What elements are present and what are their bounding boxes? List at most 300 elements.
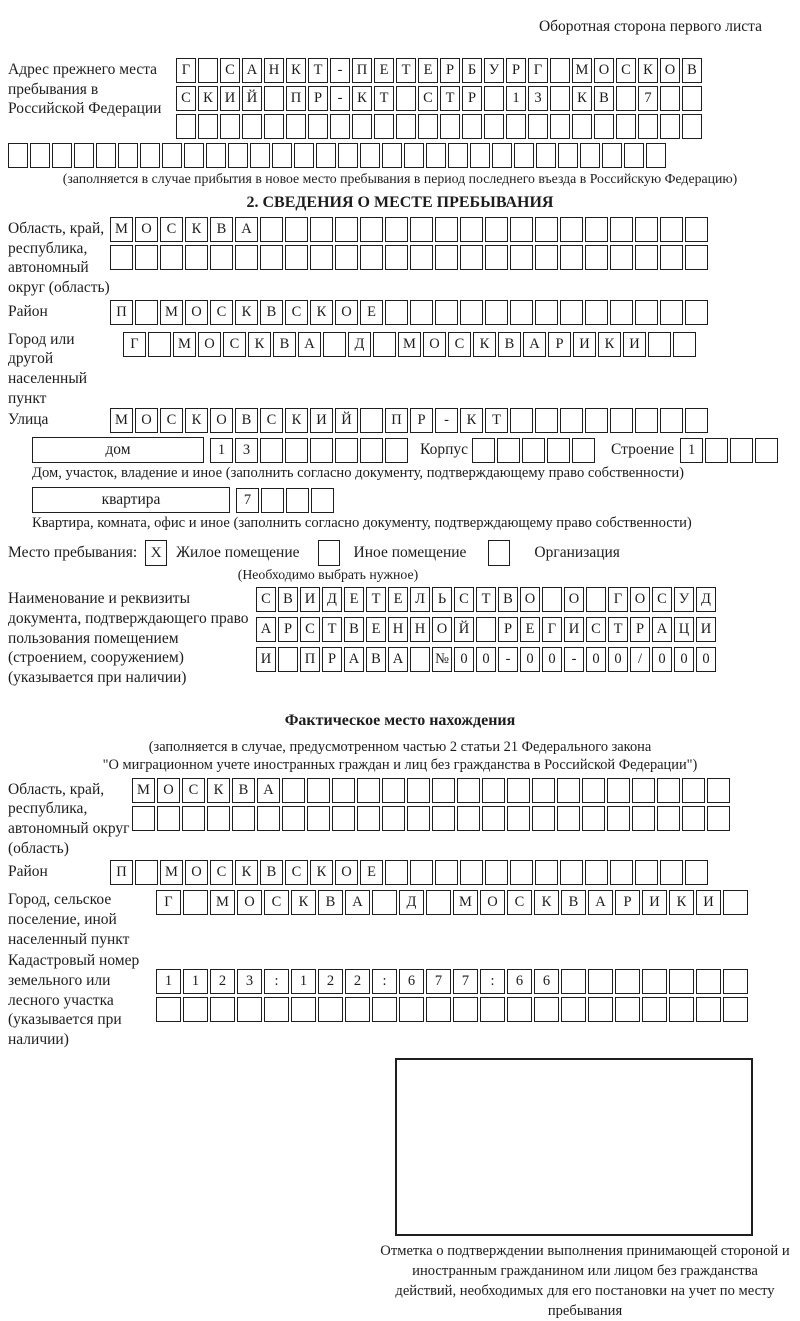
char-cell: П	[110, 300, 133, 325]
char-cell	[510, 860, 533, 885]
char-cell	[550, 86, 570, 111]
char-cell: 3	[237, 969, 262, 994]
char-cell	[610, 217, 633, 242]
char-cell: И	[256, 647, 276, 672]
char-cell: Е	[360, 860, 383, 885]
char-cell	[272, 143, 292, 168]
char-cell	[291, 997, 316, 1022]
char-cell: К	[235, 300, 258, 325]
char-cell: 1	[183, 969, 208, 994]
char-cell	[435, 300, 458, 325]
fact-kadastr-grid	[156, 949, 750, 1025]
char-cell	[536, 143, 556, 168]
char-cell: А	[388, 647, 408, 672]
char-cell: Е	[374, 58, 394, 83]
char-cell: П	[286, 86, 306, 111]
char-cell: М	[453, 890, 478, 915]
char-cell	[316, 143, 336, 168]
char-cell: А	[257, 778, 280, 803]
char-cell	[148, 332, 171, 357]
char-cell	[558, 143, 578, 168]
char-cell	[610, 408, 633, 433]
char-cell	[510, 245, 533, 270]
char-cell	[730, 438, 753, 463]
char-cell	[657, 806, 680, 831]
dom-note: Дом, участок, владение и иное (заполнить согласно документу, подтверждающему право собственности)	[32, 465, 685, 482]
char-cell: И	[696, 617, 716, 642]
char-cell: 1	[210, 438, 233, 463]
char-cell	[332, 778, 355, 803]
char-cell: О	[185, 860, 208, 885]
char-cell	[560, 408, 583, 433]
char-cell: П	[110, 860, 133, 885]
raion-row	[110, 300, 710, 325]
char-cell: С	[300, 617, 320, 642]
stay-option-other-label: Иное помещение	[353, 544, 467, 562]
char-cell: 2	[318, 969, 343, 994]
char-cell: М	[173, 332, 196, 357]
char-cell	[635, 408, 658, 433]
char-cell	[185, 245, 208, 270]
char-cell	[183, 997, 208, 1022]
char-cell: О	[185, 300, 208, 325]
char-cell	[534, 997, 559, 1022]
char-cell	[561, 997, 586, 1022]
char-cell: С	[448, 332, 471, 357]
doc-row-2	[256, 617, 718, 642]
char-cell: М	[160, 860, 183, 885]
fact-gorod-row	[156, 890, 750, 915]
char-cell	[30, 143, 50, 168]
char-cell	[557, 778, 580, 803]
char-cell	[682, 806, 705, 831]
korpus-row	[472, 438, 597, 463]
fact-oblast-row-1	[132, 778, 732, 803]
char-cell: В	[498, 587, 518, 612]
char-cell	[560, 245, 583, 270]
char-cell: Е	[344, 587, 364, 612]
char-cell: /	[630, 647, 650, 672]
char-cell	[485, 217, 508, 242]
char-cell	[472, 438, 495, 463]
char-cell: И	[310, 408, 333, 433]
stroenie-row	[680, 438, 780, 463]
stroenie-label: Строение	[611, 441, 675, 459]
char-cell	[586, 587, 606, 612]
char-cell	[286, 488, 309, 513]
char-cell: С	[210, 300, 233, 325]
char-cell: О	[135, 408, 158, 433]
char-cell: Р	[548, 332, 571, 357]
char-cell	[432, 806, 455, 831]
char-cell	[310, 217, 333, 242]
char-cell	[435, 217, 458, 242]
char-cell	[410, 217, 433, 242]
char-cell	[418, 114, 438, 139]
char-cell: С	[220, 58, 240, 83]
char-cell: Т	[396, 58, 416, 83]
char-cell	[372, 997, 397, 1022]
char-cell: К	[638, 58, 658, 83]
char-cell: Т	[308, 58, 328, 83]
char-cell: Л	[410, 587, 430, 612]
char-cell: Й	[242, 86, 262, 111]
char-cell	[396, 114, 416, 139]
char-cell	[318, 997, 343, 1022]
char-cell	[460, 245, 483, 270]
char-cell: И	[300, 587, 320, 612]
char-cell	[453, 997, 478, 1022]
oblast-row-1	[110, 217, 710, 242]
char-cell	[607, 806, 630, 831]
char-cell: В	[260, 300, 283, 325]
char-cell: -	[330, 86, 350, 111]
char-cell	[723, 969, 748, 994]
char-cell: Р	[498, 617, 518, 642]
char-cell	[206, 143, 226, 168]
char-cell	[404, 143, 424, 168]
char-cell: М	[572, 58, 592, 83]
char-cell	[535, 245, 558, 270]
char-cell: №	[432, 647, 452, 672]
char-cell: 0	[520, 647, 540, 672]
char-cell: С	[210, 860, 233, 885]
char-cell	[532, 806, 555, 831]
char-cell	[602, 143, 622, 168]
char-cell	[497, 438, 520, 463]
char-cell: К	[285, 408, 308, 433]
gorod-row	[123, 332, 698, 357]
char-cell	[507, 778, 530, 803]
char-cell	[582, 778, 605, 803]
page-corner-note: Оборотная сторона первого листа	[538, 18, 762, 35]
char-cell: В	[318, 890, 343, 915]
char-cell	[532, 778, 555, 803]
char-cell: Т	[322, 617, 342, 642]
char-cell: Ц	[674, 617, 694, 642]
char-cell	[588, 969, 613, 994]
confirmation-stamp-box	[395, 1058, 753, 1236]
char-cell	[396, 86, 416, 111]
char-cell	[582, 806, 605, 831]
char-cell	[685, 300, 708, 325]
char-cell: К	[185, 217, 208, 242]
char-cell	[382, 143, 402, 168]
char-cell: -	[330, 58, 350, 83]
dom-box-label: дом	[32, 437, 204, 463]
char-cell	[8, 143, 28, 168]
char-cell	[572, 114, 592, 139]
char-cell: И	[623, 332, 646, 357]
char-cell	[460, 217, 483, 242]
char-cell: -	[435, 408, 458, 433]
char-cell	[669, 969, 694, 994]
char-cell	[685, 245, 708, 270]
char-cell: Р	[462, 86, 482, 111]
char-cell	[260, 217, 283, 242]
char-cell	[460, 300, 483, 325]
char-cell	[542, 587, 562, 612]
char-cell	[135, 245, 158, 270]
char-cell: С	[285, 860, 308, 885]
char-cell: В	[278, 587, 298, 612]
char-cell	[426, 890, 451, 915]
char-cell	[385, 300, 408, 325]
char-cell	[282, 806, 305, 831]
char-cell: А	[652, 617, 672, 642]
char-cell: Р	[308, 86, 328, 111]
char-cell	[160, 245, 183, 270]
char-cell	[696, 969, 721, 994]
char-cell: М	[110, 217, 133, 242]
char-cell: 0	[674, 647, 694, 672]
char-cell: Й	[335, 408, 358, 433]
fact-oblast-row-2	[132, 806, 732, 831]
char-cell	[264, 86, 284, 111]
fact-kadastr-row-1	[156, 969, 750, 994]
char-cell	[482, 806, 505, 831]
char-cell: С	[260, 408, 283, 433]
char-cell: С	[285, 300, 308, 325]
char-cell	[335, 438, 358, 463]
char-cell	[156, 997, 181, 1022]
char-cell: В	[498, 332, 521, 357]
char-cell: 0	[586, 647, 606, 672]
char-cell	[585, 860, 608, 885]
char-cell	[660, 114, 680, 139]
char-cell: С	[160, 408, 183, 433]
char-cell	[330, 114, 350, 139]
char-cell: Й	[454, 617, 474, 642]
char-cell: О	[432, 617, 452, 642]
char-cell: О	[520, 587, 540, 612]
char-cell: В	[366, 647, 386, 672]
char-cell	[184, 143, 204, 168]
char-cell: К	[286, 58, 306, 83]
char-cell: Е	[366, 617, 386, 642]
char-cell	[352, 114, 372, 139]
char-cell	[460, 860, 483, 885]
char-cell: С	[176, 86, 196, 111]
char-cell	[585, 245, 608, 270]
char-cell: :	[480, 969, 505, 994]
char-cell	[707, 778, 730, 803]
char-cell	[638, 114, 658, 139]
char-cell: Т	[366, 587, 386, 612]
fact-kadastr-row-2	[156, 997, 750, 1022]
char-cell	[335, 245, 358, 270]
stay-option-residential-checkbox: X	[145, 540, 167, 566]
fact-raion-row	[110, 860, 710, 885]
char-cell: К	[572, 86, 592, 111]
char-cell: М	[132, 778, 155, 803]
char-cell: К	[198, 86, 218, 111]
char-cell	[410, 647, 430, 672]
char-cell	[522, 438, 545, 463]
char-cell: Р	[506, 58, 526, 83]
fact-note-line1: (заполняется в случае, предусмотренном частью 2 статьи 21 Федерального закона	[148, 738, 652, 755]
char-cell	[660, 408, 683, 433]
char-cell	[457, 778, 480, 803]
korpus-label: Корпус	[420, 441, 468, 459]
doc-label: Наименование и реквизиты документа, подтверждающего право пользования помещением (строением, сооружением) (указывается при наличии)	[8, 590, 249, 687]
char-cell	[235, 245, 258, 270]
char-cell: Б	[462, 58, 482, 83]
char-cell	[140, 143, 160, 168]
char-cell: В	[682, 58, 702, 83]
char-cell: О	[198, 332, 221, 357]
char-cell	[360, 217, 383, 242]
char-cell	[285, 438, 308, 463]
char-cell	[426, 997, 451, 1022]
char-cell	[506, 114, 526, 139]
char-cell	[183, 890, 208, 915]
char-cell	[435, 245, 458, 270]
char-cell: В	[235, 408, 258, 433]
char-cell	[585, 300, 608, 325]
char-cell	[220, 114, 240, 139]
char-cell: Н	[388, 617, 408, 642]
char-cell	[176, 114, 196, 139]
char-cell: О	[135, 217, 158, 242]
char-cell: В	[232, 778, 255, 803]
char-cell: О	[660, 58, 680, 83]
char-cell	[561, 969, 586, 994]
char-cell	[528, 114, 548, 139]
char-cell: 7	[453, 969, 478, 994]
fact-raion-label: Район	[8, 863, 48, 881]
char-cell: А	[344, 647, 364, 672]
char-cell	[242, 114, 262, 139]
fact-title: Фактическое место нахождения	[284, 711, 516, 729]
char-cell: Д	[696, 587, 716, 612]
char-cell	[673, 332, 696, 357]
char-cell	[338, 143, 358, 168]
char-cell	[399, 997, 424, 1022]
char-cell	[410, 300, 433, 325]
char-cell	[557, 806, 580, 831]
char-cell	[448, 143, 468, 168]
prev-address-row-4	[8, 143, 792, 168]
char-cell	[385, 245, 408, 270]
char-cell: В	[210, 217, 233, 242]
char-cell: Т	[485, 408, 508, 433]
char-cell	[660, 245, 683, 270]
char-cell: Е	[388, 587, 408, 612]
char-cell	[514, 143, 534, 168]
char-cell: 7	[236, 488, 259, 513]
kvartira-box-label: квартира	[32, 487, 230, 513]
stay-option-organization-label: Организация	[534, 544, 620, 562]
char-cell: К	[534, 890, 559, 915]
char-cell	[198, 114, 218, 139]
char-cell	[484, 114, 504, 139]
char-cell	[372, 890, 397, 915]
char-cell: Р	[410, 408, 433, 433]
stay-choose-note: (Необходимо выбрать нужное)	[237, 567, 419, 583]
char-cell: О	[210, 408, 233, 433]
char-cell	[642, 969, 667, 994]
ulitsa-row	[110, 408, 710, 433]
raion-label: Район	[8, 302, 48, 320]
char-cell	[594, 114, 614, 139]
char-cell	[470, 143, 490, 168]
char-cell: 7	[426, 969, 451, 994]
char-cell: И	[696, 890, 721, 915]
char-cell: К	[598, 332, 621, 357]
char-cell	[660, 217, 683, 242]
char-cell	[360, 408, 383, 433]
confirmation-stamp-note: Отметка о подтверждении выполнения принимающей стороной и иностранным гражданином или лицом без гражданства действий, необходимых для его постановки на учет по месту пребывания	[380, 1242, 790, 1320]
char-cell: Р	[278, 617, 298, 642]
char-cell: 6	[399, 969, 424, 994]
char-cell: 0	[454, 647, 474, 672]
char-cell	[755, 438, 778, 463]
char-cell	[682, 86, 702, 111]
char-cell	[286, 114, 306, 139]
char-cell: С	[507, 890, 532, 915]
char-cell	[311, 488, 334, 513]
char-cell	[382, 806, 405, 831]
char-cell: А	[242, 58, 262, 83]
char-cell	[360, 438, 383, 463]
char-cell	[52, 143, 72, 168]
char-cell: С	[160, 217, 183, 242]
char-cell	[294, 143, 314, 168]
char-cell	[374, 114, 394, 139]
char-cell	[610, 860, 633, 885]
ulitsa-label: Улица	[8, 411, 49, 429]
char-cell	[560, 300, 583, 325]
char-cell	[260, 438, 283, 463]
char-cell	[585, 408, 608, 433]
prev-address-grid	[176, 58, 704, 142]
char-cell: -	[498, 647, 518, 672]
char-cell: :	[264, 969, 289, 994]
char-cell	[435, 860, 458, 885]
char-cell	[307, 778, 330, 803]
char-cell	[685, 860, 708, 885]
char-cell: :	[372, 969, 397, 994]
char-cell	[407, 778, 430, 803]
char-cell: П	[385, 408, 408, 433]
char-cell: Г	[176, 58, 196, 83]
char-cell	[476, 617, 496, 642]
char-cell	[610, 300, 633, 325]
stay-option-residential-label: Жилое помещение	[176, 544, 300, 562]
stay-type-label: Место пребывания:	[8, 544, 138, 562]
char-cell: А	[588, 890, 613, 915]
char-cell	[510, 408, 533, 433]
char-cell: К	[185, 408, 208, 433]
char-cell: И	[573, 332, 596, 357]
char-cell	[210, 997, 235, 1022]
char-cell	[182, 806, 205, 831]
char-cell	[535, 300, 558, 325]
char-cell	[323, 332, 346, 357]
char-cell	[615, 969, 640, 994]
char-cell	[310, 438, 333, 463]
char-cell	[580, 143, 600, 168]
char-cell	[585, 217, 608, 242]
char-cell: О	[564, 587, 584, 612]
char-cell	[696, 997, 721, 1022]
char-cell	[484, 86, 504, 111]
char-cell: 1	[506, 86, 526, 111]
fact-kadastr-label: Кадастровый номер земельного или лесного участка (указывается при наличии)	[8, 952, 140, 1049]
char-cell	[210, 245, 233, 270]
char-cell: Е	[520, 617, 540, 642]
